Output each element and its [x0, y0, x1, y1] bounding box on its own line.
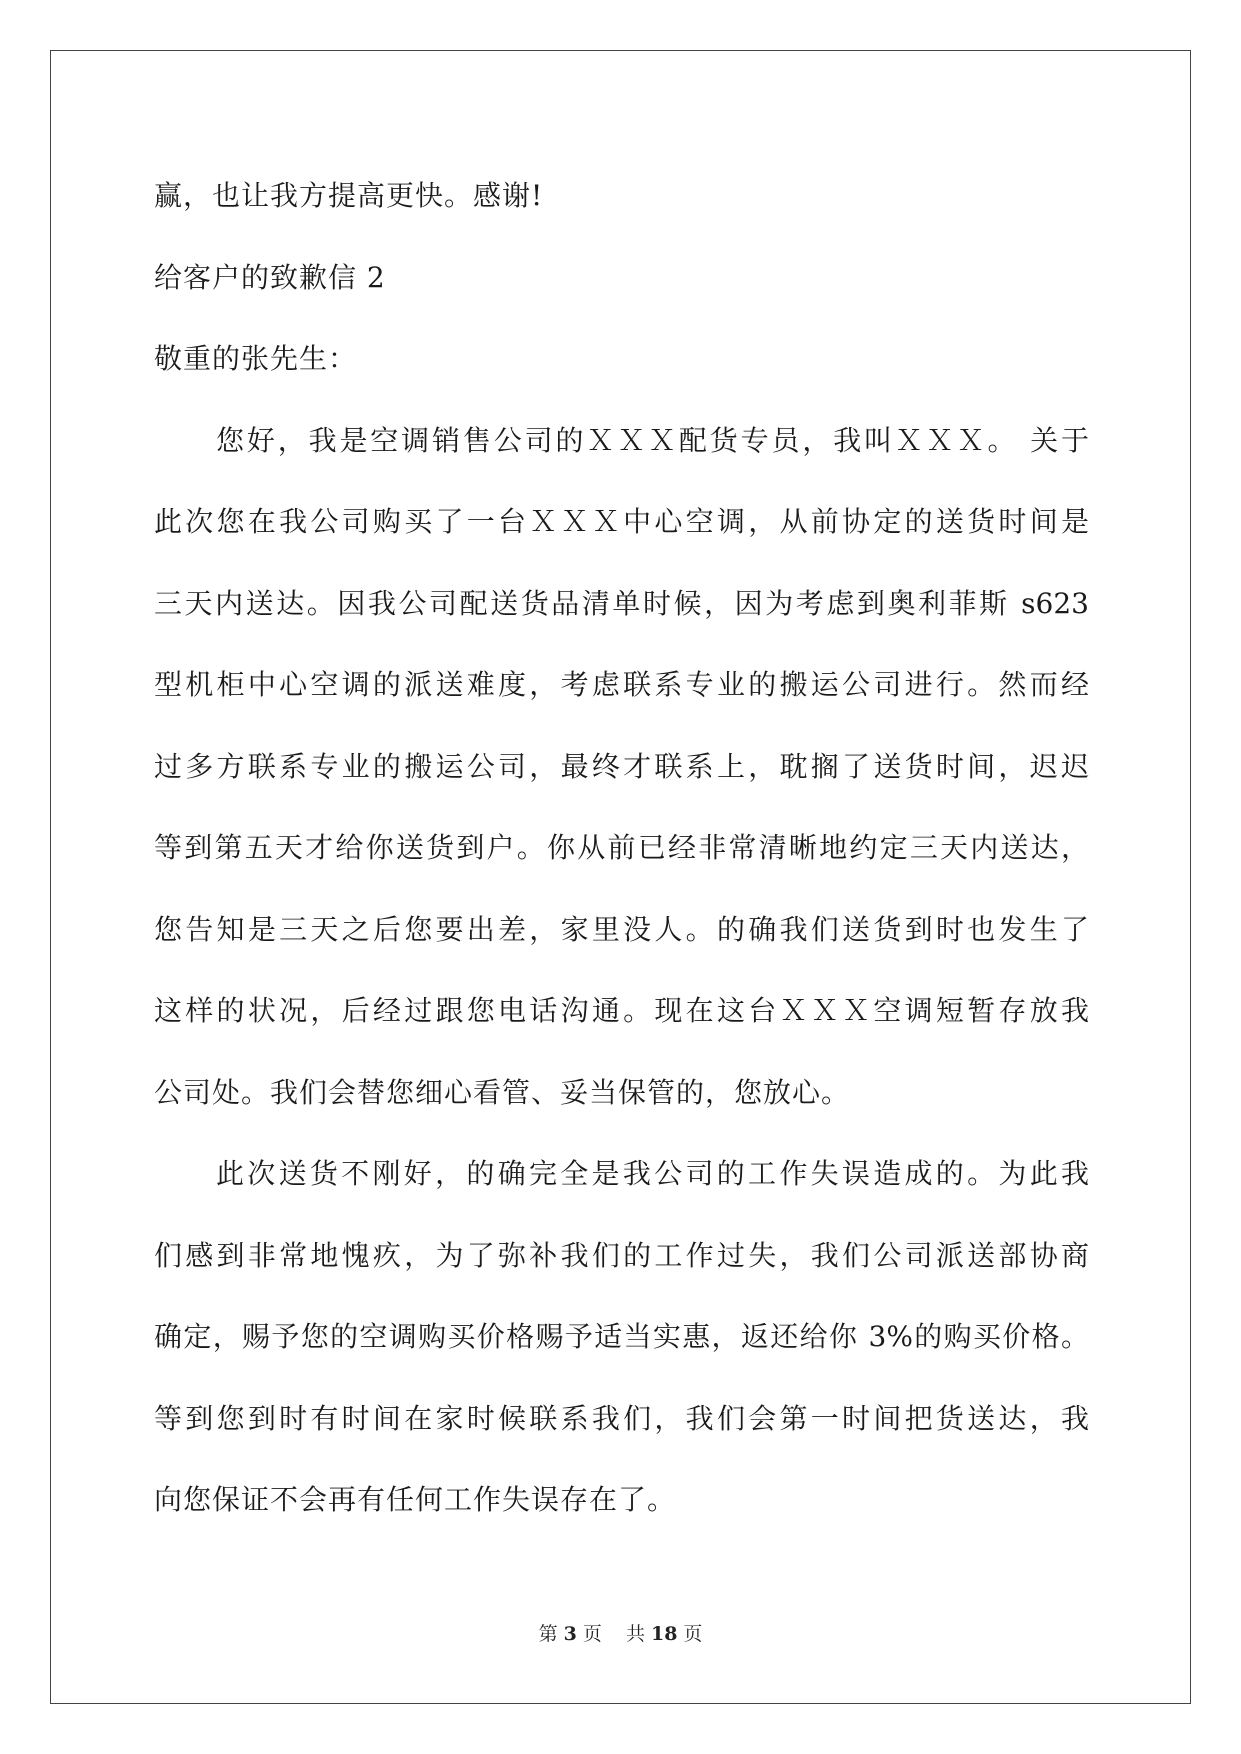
text-line: 等到第五天才给你送货到户。你从前已经非常清晰地约定三天内送达，: [154, 831, 1089, 864]
text-line: 三天内送达。因我公司配送货品清单时候，因为考虑到奥利菲斯 s623: [154, 586, 1089, 620]
text-line: 们感到非常地愧疚，为了弥补我们的工作过失，我们公司派送部协商: [154, 1238, 1089, 1272]
page-number-footer: [0, 1622, 1241, 1646]
text-line: 您告知是三天之后您要出差，家里没人。的确我们送货到时也发生了: [154, 912, 1089, 946]
text-line: 此次送货不刚好，的确完全是我公司的工作失误造成的。为此我: [216, 1157, 1089, 1190]
text-line: 型机柜中心空调的派送难度，考虑联系专业的搬运公司进行。然而经: [154, 668, 1089, 701]
document-body: [154, 155, 1089, 1541]
footer-total-prefix: 共: [625, 1623, 645, 1645]
footer-total-unit: 页: [683, 1623, 703, 1645]
section-heading: 给客户的致歉信 2: [154, 260, 386, 294]
current-page-number: 3: [563, 1623, 577, 1645]
text-line: 确定，赐予您的空调购买价格赐予适当实惠，返还给你 3%的购买价格。: [154, 1320, 1089, 1353]
text-line: 赢，也让我方提高更快。感谢!: [154, 179, 544, 212]
footer-page-unit: 页: [582, 1623, 602, 1645]
text-line: 过多方联系专业的搬运公司，最终才联系上，耽搁了送货时间，迟迟: [154, 749, 1089, 783]
footer-prefix: 第: [538, 1623, 558, 1645]
text-line: 此次您在我公司购买了一台ＸＸＸ中心空调，从前协定的送货时间是: [154, 505, 1089, 538]
total-pages-number: 18: [650, 1623, 678, 1645]
text-line: 向您保证不会再有任何工作失误存在了。: [154, 1483, 677, 1516]
text-line: 这样的状况，后经过跟您电话沟通。现在这台ＸＸＸ空调短暂存放我: [154, 994, 1089, 1027]
text-line: 公司处。我们会替您细心看管、妥当保管的，您放心。: [154, 1075, 851, 1109]
text-line: 您好，我是空调销售公司的ＸＸＸ配货专员，我叫ＸＸＸ。 关于: [216, 423, 1089, 457]
salutation: 敬重的张先生：: [154, 342, 358, 375]
text-line: 等到您到时有时间在家时候联系我们，我们会第一时间把货送达，我: [154, 1401, 1089, 1435]
